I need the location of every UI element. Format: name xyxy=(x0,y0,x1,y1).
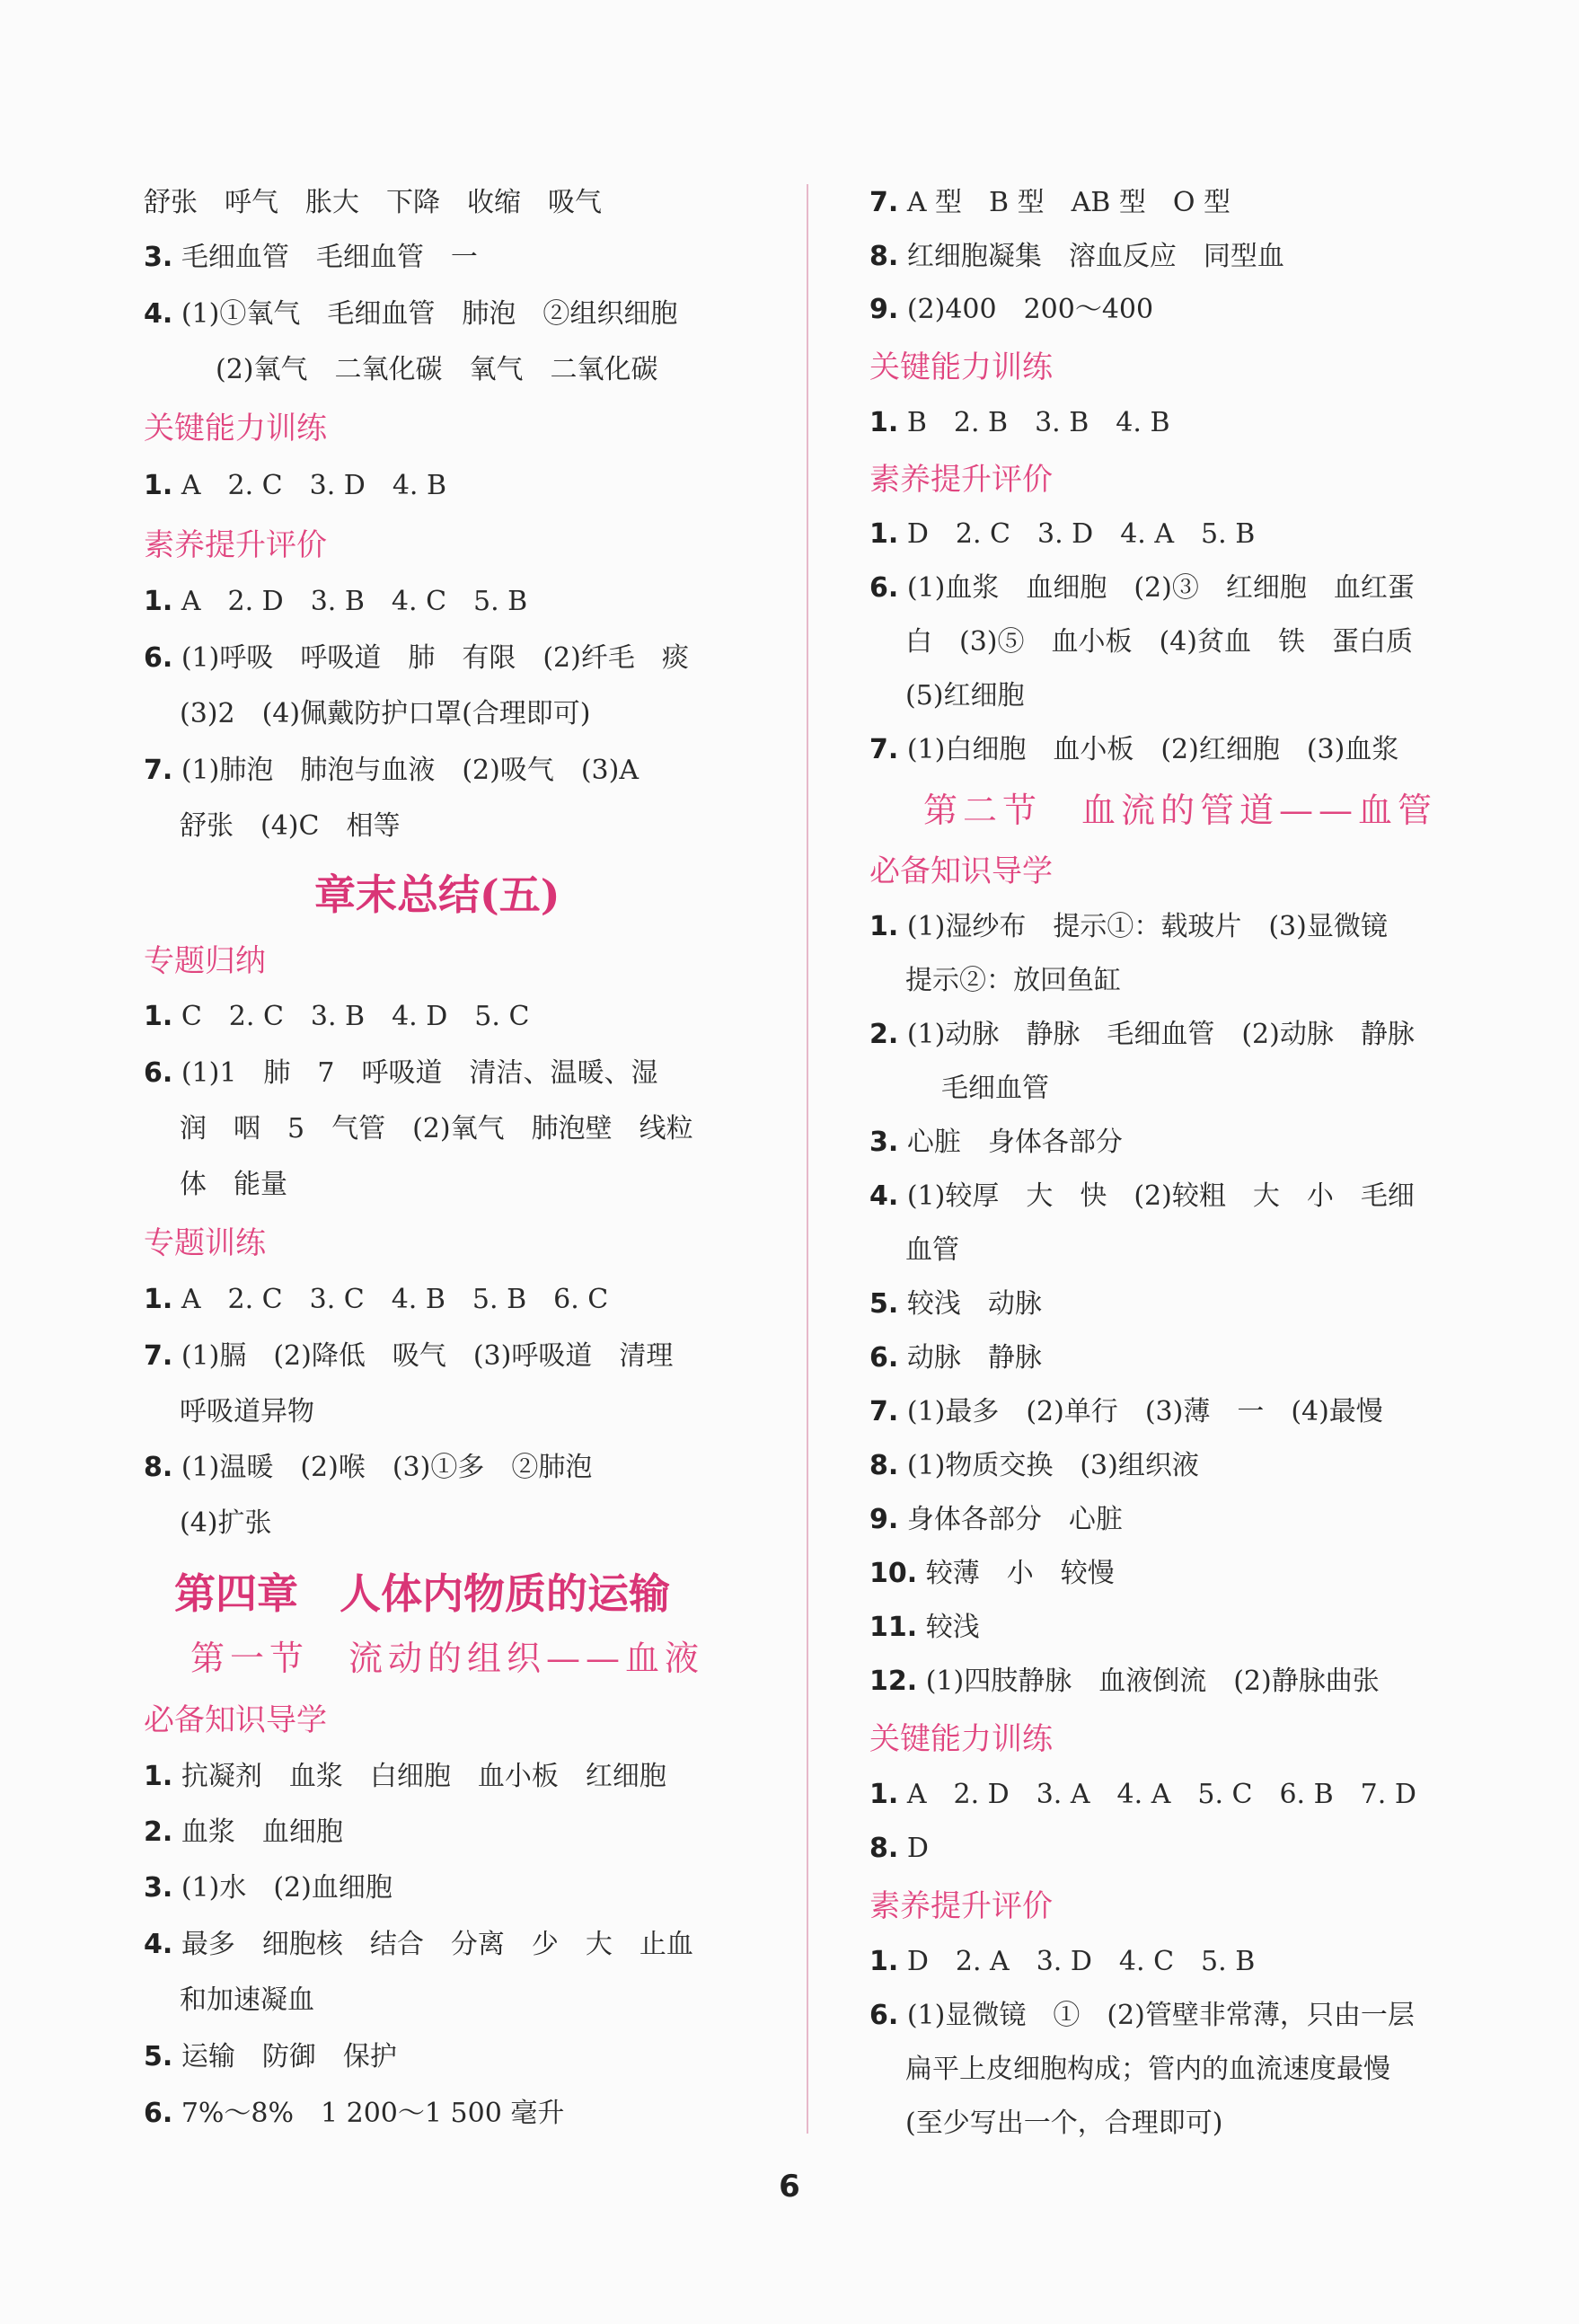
answer-line xyxy=(869,1340,1042,1376)
section-heading: 必备知识导学 xyxy=(144,1702,327,1738)
answer-text: (1)呼吸 呼吸道 肺 有限 (2)纤毛 痰 xyxy=(181,642,689,674)
question-number: 1. xyxy=(869,1946,899,1977)
question-number: 2. xyxy=(869,1019,899,1050)
question-number: 4. xyxy=(144,298,173,330)
section-heading: 必备知识导学 xyxy=(869,853,1053,889)
question-number: 3. xyxy=(869,1127,899,1158)
section-heading: 素养提升评价 xyxy=(869,1888,1053,1924)
answer-text: (1)肺泡 肺泡与血液 (2)吸气 (3)A xyxy=(181,755,639,786)
answer-line xyxy=(144,1450,592,1486)
answer-line xyxy=(869,1664,1380,1700)
answer-text: 扁平上皮细胞构成；管内的血流速度最慢 xyxy=(905,2054,1390,2085)
chapter-heading: 第四章 人体内物质的运输 xyxy=(174,1569,670,1618)
answer-text: D xyxy=(906,1833,929,1864)
answer-line xyxy=(869,570,1415,606)
answer-line xyxy=(144,296,677,332)
answer-text: (1)四肢静脉 血液倒流 (2)静脉曲张 xyxy=(925,1666,1380,1697)
answer-text: B 2. B 3. B 4. B xyxy=(906,407,1170,438)
answer-text: 血管 xyxy=(905,1234,959,1266)
section-heading: 关键能力训练 xyxy=(144,411,327,446)
answer-text: 较薄 小 较慢 xyxy=(925,1558,1115,1589)
answer-text: (1)水 (2)血细胞 xyxy=(181,1872,393,1904)
answer-line xyxy=(180,1111,693,1147)
answer-line xyxy=(869,185,1231,221)
answer-line xyxy=(905,1233,959,1268)
answer-text: (1)1 肺 7 呼吸道 清洁、温暖、湿 xyxy=(181,1057,658,1089)
question-number: 8. xyxy=(144,1452,173,1483)
answer-line xyxy=(144,584,527,620)
question-number: 8. xyxy=(869,1833,899,1864)
answer-text: 舒张 (4)C 相等 xyxy=(180,810,401,842)
question-number: 6. xyxy=(869,2000,899,2031)
answer-line xyxy=(869,239,1284,275)
answer-line xyxy=(869,1944,1255,1980)
answer-line xyxy=(905,2052,1390,2088)
answer-line xyxy=(869,1125,1123,1161)
answer-line xyxy=(180,809,400,844)
answer-text: 毛细血管 毛细血管 一 xyxy=(181,242,478,273)
question-number: 1. xyxy=(144,1284,173,1315)
answer-line xyxy=(869,732,1398,768)
answer-line xyxy=(144,999,529,1035)
chapter-heading: 章末总结(五) xyxy=(314,870,560,919)
question-number: 1. xyxy=(869,911,899,942)
answer-line xyxy=(180,1506,272,1542)
question-number: 3. xyxy=(144,1872,173,1904)
answer-line xyxy=(869,1179,1415,1215)
answer-text: 心脏 身体各部分 xyxy=(906,1127,1123,1158)
answer-text: 7%～8% 1 200～1 500 毫升 xyxy=(181,2098,565,2129)
answer-text: A 2. C 3. D 4. B xyxy=(181,470,447,501)
question-number: 1. xyxy=(869,518,899,550)
answer-line xyxy=(869,909,1388,945)
answer-line xyxy=(144,1927,693,1963)
answer-line xyxy=(180,1167,287,1203)
answer-line xyxy=(144,753,639,789)
question-number: 1. xyxy=(144,1761,173,1792)
question-number: 11. xyxy=(869,1612,918,1643)
answer-line xyxy=(180,1983,314,2019)
answer-line xyxy=(216,352,658,388)
question-number: 7. xyxy=(869,734,899,765)
question-number: 9. xyxy=(869,294,899,325)
answer-text: (2)氧气 二氧化碳 氧气 二氧化碳 xyxy=(216,354,658,385)
question-number: 3. xyxy=(144,242,173,273)
answer-line xyxy=(144,1056,658,1091)
question-number: 1. xyxy=(144,470,173,501)
answer-text: (5)红细胞 xyxy=(905,680,1025,711)
answer-line xyxy=(905,678,1025,714)
answer-line xyxy=(180,1394,314,1430)
question-number: 7. xyxy=(869,1396,899,1427)
answer-text: (2)400 200～400 xyxy=(906,294,1154,325)
answer-text: (1)湿纱布 提示①：载玻片 (3)显微镜 xyxy=(906,911,1388,942)
answer-line xyxy=(869,1998,1415,2034)
question-number: 6. xyxy=(144,642,173,674)
answer-line xyxy=(144,1282,608,1318)
question-number: 5. xyxy=(869,1288,899,1320)
answer-line xyxy=(144,240,478,276)
answer-line xyxy=(144,468,446,504)
question-number: 9. xyxy=(869,1504,899,1535)
answer-text: 润 咽 5 气管 (2)氧气 肺泡壁 线粒 xyxy=(180,1113,693,1144)
section-heading: 专题归纳 xyxy=(144,943,266,979)
answer-line xyxy=(905,624,1413,660)
answer-line xyxy=(869,1017,1415,1053)
answer-line xyxy=(869,1394,1383,1430)
answer-text: 运输 防御 保护 xyxy=(181,2041,397,2072)
question-number: 1. xyxy=(144,586,173,617)
answer-text: 舒张 呼气 胀大 下降 收缩 吸气 xyxy=(144,187,602,218)
answer-text: 抗凝剂 血浆 白细胞 血小板 红细胞 xyxy=(181,1761,666,1792)
question-number: 4. xyxy=(144,1929,173,1960)
answer-text: 较浅 xyxy=(925,1612,980,1643)
question-number: 6. xyxy=(144,1057,173,1089)
answer-line xyxy=(869,517,1255,552)
answer-line xyxy=(180,696,591,732)
answer-line xyxy=(869,292,1153,328)
answer-text: (1)最多 (2)单行 (3)薄 一 (4)最慢 xyxy=(906,1396,1383,1427)
answer-text: 最多 细胞核 结合 分离 少 大 止血 xyxy=(181,1929,693,1960)
question-number: 7. xyxy=(869,187,899,218)
answer-line xyxy=(941,1071,1049,1107)
answer-text: (1)动脉 静脉 毛细血管 (2)动脉 静脉 xyxy=(906,1019,1415,1050)
answer-line xyxy=(144,185,602,221)
question-number: 8. xyxy=(869,241,899,272)
answer-text: (3)2 (4)佩戴防护口罩(合理即可) xyxy=(180,698,591,729)
answer-text: (1)膈 (2)降低 吸气 (3)呼吸道 清理 xyxy=(181,1340,674,1372)
answer-text: 体 能量 xyxy=(180,1169,287,1200)
answer-line xyxy=(869,1448,1199,1484)
answer-text: 和加速凝血 xyxy=(180,1984,314,2016)
answer-line xyxy=(869,405,1170,441)
answer-text: C 2. C 3. B 4. D 5. C xyxy=(181,1001,530,1032)
question-number: 12. xyxy=(869,1666,918,1697)
answer-text: A 2. D 3. B 4. C 5. B xyxy=(181,586,528,617)
question-number: 7. xyxy=(144,1340,173,1372)
answer-line xyxy=(144,1815,343,1851)
answer-text: 呼吸道异物 xyxy=(180,1396,314,1427)
answer-text: (1)血浆 血细胞 (2)③ 红细胞 血红蛋 xyxy=(906,572,1415,604)
answer-text: (1)温暖 (2)喉 (3)①多 ②肺泡 xyxy=(181,1452,593,1483)
answer-text: 毛细血管 xyxy=(941,1073,1049,1104)
answer-text: A 2. C 3. C 4. B 5. B 6. C xyxy=(181,1284,609,1315)
question-number: 10. xyxy=(869,1558,918,1589)
page-number: 6 xyxy=(779,2169,800,2205)
answer-text: 血浆 血细胞 xyxy=(181,1816,343,1848)
answer-text: (1)白细胞 血小板 (2)红细胞 (3)血浆 xyxy=(906,734,1399,765)
answer-text: A 型 B 型 AB 型 O 型 xyxy=(906,187,1231,218)
answer-line xyxy=(905,2106,1222,2142)
answer-line xyxy=(869,1502,1123,1538)
answer-text: (1)较厚 大 快 (2)较粗 大 小 毛细 xyxy=(906,1180,1415,1212)
question-number: 1. xyxy=(869,1779,899,1810)
answer-line xyxy=(869,1286,1042,1322)
column-divider xyxy=(807,184,808,2134)
question-number: 7. xyxy=(144,755,173,786)
section-heading: 素养提升评价 xyxy=(144,527,327,563)
answer-line xyxy=(144,641,689,676)
answer-text: (至少写出一个，合理即可) xyxy=(905,2108,1223,2139)
answer-text: D 2. C 3. D 4. A 5. B xyxy=(906,518,1256,550)
section-heading: 关键能力训练 xyxy=(869,349,1053,385)
subsection-heading: 第一节 流动的组织——血液 xyxy=(190,1639,705,1678)
answer-text: (4)扩张 xyxy=(180,1507,272,1539)
answer-text: (1)显微镜 ① (2)管壁非常薄，只由一层 xyxy=(906,2000,1415,2031)
answer-line xyxy=(869,1610,980,1646)
answer-line xyxy=(144,1870,393,1906)
question-number: 6. xyxy=(869,1342,899,1374)
answer-text: 白 (3)⑤ 血小板 (4)贫血 铁 蛋白质 xyxy=(905,626,1413,658)
question-number: 6. xyxy=(869,572,899,604)
answer-text: 身体各部分 心脏 xyxy=(906,1504,1123,1535)
answer-text: (1)①氧气 毛细血管 肺泡 ②组织细胞 xyxy=(181,298,678,330)
answer-text: 提示②：放回鱼缸 xyxy=(905,965,1121,996)
answer-line xyxy=(144,1339,673,1374)
answer-line xyxy=(869,1777,1416,1813)
section-heading: 专题训练 xyxy=(144,1225,266,1261)
answer-line xyxy=(144,2096,564,2132)
answer-text: 红细胞凝集 溶血反应 同型血 xyxy=(906,241,1284,272)
answer-line xyxy=(905,963,1121,999)
answer-line xyxy=(869,1556,1115,1592)
question-number: 2. xyxy=(144,1816,173,1848)
section-heading: 素养提升评价 xyxy=(869,462,1053,498)
question-number: 4. xyxy=(869,1180,899,1212)
answer-text: A 2. D 3. A 4. A 5. C 6. B 7. D xyxy=(906,1779,1416,1810)
question-number: 1. xyxy=(144,1001,173,1032)
question-number: 1. xyxy=(869,407,899,438)
answer-text: (1)物质交换 (3)组织液 xyxy=(906,1450,1199,1481)
question-number: 6. xyxy=(144,2098,173,2129)
section-heading: 关键能力训练 xyxy=(869,1721,1053,1757)
answer-text: 动脉 静脉 xyxy=(906,1342,1042,1374)
subsection-heading: 第二节 血流的管道——血管 xyxy=(923,791,1438,830)
answer-line xyxy=(144,1759,666,1795)
answer-line xyxy=(869,1831,929,1867)
question-number: 5. xyxy=(144,2041,173,2072)
question-number: 8. xyxy=(869,1450,899,1481)
answer-line xyxy=(144,2039,397,2075)
answer-text: D 2. A 3. D 4. C 5. B xyxy=(906,1946,1256,1977)
answer-text: 较浅 动脉 xyxy=(906,1288,1042,1320)
